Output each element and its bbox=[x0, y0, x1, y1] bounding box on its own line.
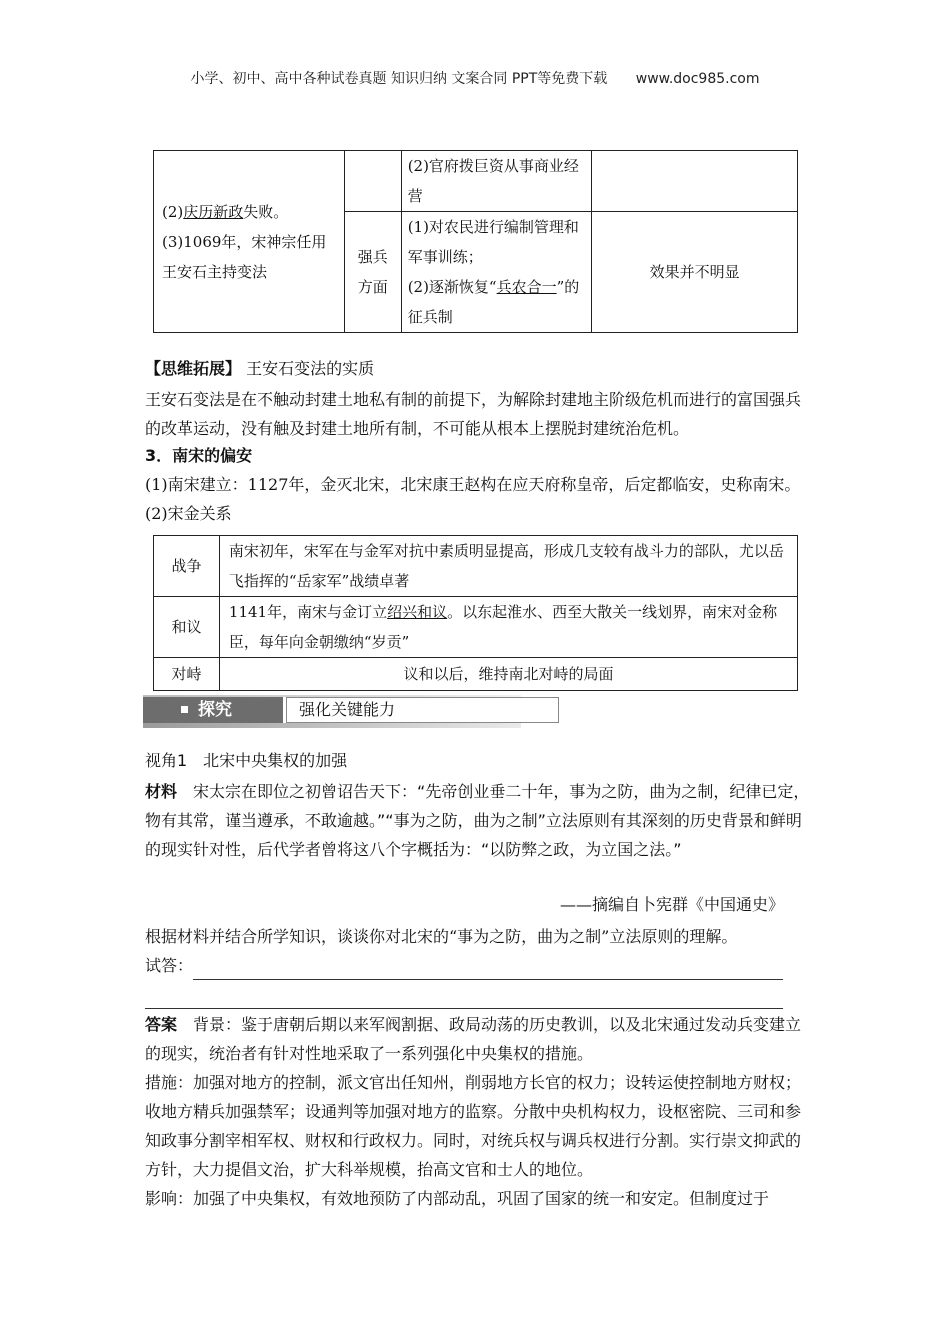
material-source: ——摘编自卜宪群《中国通史》 bbox=[560, 895, 785, 914]
answer-p2: 措施：加强对地方的控制，派文官出任知州，削弱地方长官的权力；设转运使控制地方财权；收地方精兵加强禁军；设通判等加强对地方的监察。分散中央机构权力，设枢密院、三司和参知政事分割宰相军权、财权和行政权力。同时，对统兵权与调兵权进行分割。实行崇文抑武的方针，大力提倡文治，扩大科举规模，抬高文官和士人的地位。 bbox=[145, 1073, 802, 1179]
try-label: 试答： bbox=[145, 956, 194, 975]
question-text: 根据材料并结合所学知识，谈谈你对北宋的“事为之防，曲为之制”立法原则的理解。 bbox=[145, 927, 738, 946]
header-text: 小学、初中、高中各种试卷真题 知识归纳 文案合同 PPT等免费下载 bbox=[190, 71, 608, 87]
reform-table bbox=[153, 150, 798, 333]
empty-effect-cell bbox=[592, 151, 798, 212]
war-label: 战争 bbox=[154, 536, 220, 597]
section-p2: (2)宋金关系 bbox=[145, 504, 232, 523]
shaoxing-treaty-term: 绍兴和议 bbox=[387, 603, 448, 621]
peace-label: 和议 bbox=[154, 597, 220, 658]
bingnong-heyi-term: 兵农合一 bbox=[496, 278, 557, 296]
military-measures-cell: (1)对农民进行编制管理和军事训练； (2)逐渐恢复“兵农合一”的征兵制 bbox=[401, 212, 592, 333]
material-paragraph bbox=[145, 777, 810, 864]
empty-category-cell bbox=[344, 151, 401, 212]
answer-p1: 答案 背景：鉴于唐朝后期以来军阀割据、政局动荡的历史教训，以及北宋通过发动兵变建立的现实，统治者有针对性地采取了一系列强化中央集权的措施。 bbox=[145, 1015, 802, 1063]
answer-p3: 影响：加强了中央集权，有效地预防了内部动乱，巩固了国家的统一和安定。但制度过于 bbox=[145, 1189, 770, 1208]
standoff-label: 对峙 bbox=[154, 658, 220, 691]
section-banner bbox=[143, 692, 521, 728]
song-jin-table bbox=[153, 535, 798, 691]
material-text: 宋太宗在即位之初曾诏告天下：“先帝创业垂二十年，事为之防，曲为之制，纪律已定，物有其常，谨当遵承，不敢逾越。”“事为之防，曲为之制”立法原则有其深刻的历史背景和鲜明的现实针对性，后代学者曾将这八个字概括为：“以防弊之政，为立国之法。” bbox=[145, 782, 810, 859]
qingli-reform-term: 庆历新政 bbox=[183, 202, 244, 221]
header-url[interactable]: www.doc985.com bbox=[635, 71, 760, 87]
thinking-title: 王安石变法的实质 bbox=[246, 359, 375, 378]
commerce-measure-cell: (2)官府拨巨资从事商业经营 bbox=[401, 151, 592, 212]
view1-heading: 视角1 北宋中央集权的加强 bbox=[145, 751, 348, 770]
thinking-body: 王安石变法是在不触动封建土地私有制的前提下，为解除封建地主阶级危机而进行的富国强兵的改革运动，没有触及封建土地所有制，不可能从根本上摆脱封建统治危机。 bbox=[145, 390, 802, 438]
reform-background-cell: (2)庆历新政失败。 (3)1069年，宋神宗任用王安石主持变法 bbox=[154, 151, 345, 333]
banner-light: 强化关键能力 bbox=[286, 697, 559, 723]
answer-block bbox=[145, 1010, 810, 1213]
answer-label: 答案 bbox=[145, 1015, 178, 1034]
military-category-cell: 强兵方面 bbox=[344, 212, 401, 333]
answer-line-1[interactable] bbox=[193, 961, 783, 980]
section-heading: 3．南宋的偏安 bbox=[145, 446, 253, 465]
standoff-content: 议和以后，维持南北对峙的局面 bbox=[219, 658, 797, 691]
square-bullet-icon bbox=[181, 706, 188, 713]
view1-section bbox=[145, 746, 810, 864]
war-content: 南宋初年，宋军在与金军对抗中素质明显提高，形成几支较有战斗力的部队，尤以岳飞指挥的“岳家军”战绩卓著 bbox=[219, 536, 797, 597]
section-p1: (1)南宋建立：1127年，金灭北宋，北宋康王赵构在应天府称皇帝，后定都临安，史称南宋。 bbox=[145, 475, 801, 494]
thinking-label: 【思维拓展】 bbox=[145, 359, 242, 378]
question-block bbox=[145, 922, 810, 1009]
banner-dark: 探究 bbox=[143, 697, 283, 723]
answer-line-2[interactable] bbox=[145, 990, 783, 1009]
section-southern-song bbox=[145, 441, 810, 528]
military-effect-cell: 效果并不明显 bbox=[592, 212, 798, 333]
thinking-extension bbox=[145, 354, 810, 443]
page-header bbox=[0, 68, 950, 88]
peace-content: 1141年，南宋与金订立绍兴和议。以东起淮水、西至大散关一线划界，南宋对金称臣，每年向金朝缴纳“岁贡” bbox=[219, 597, 797, 658]
material-label: 材料 bbox=[145, 782, 178, 801]
